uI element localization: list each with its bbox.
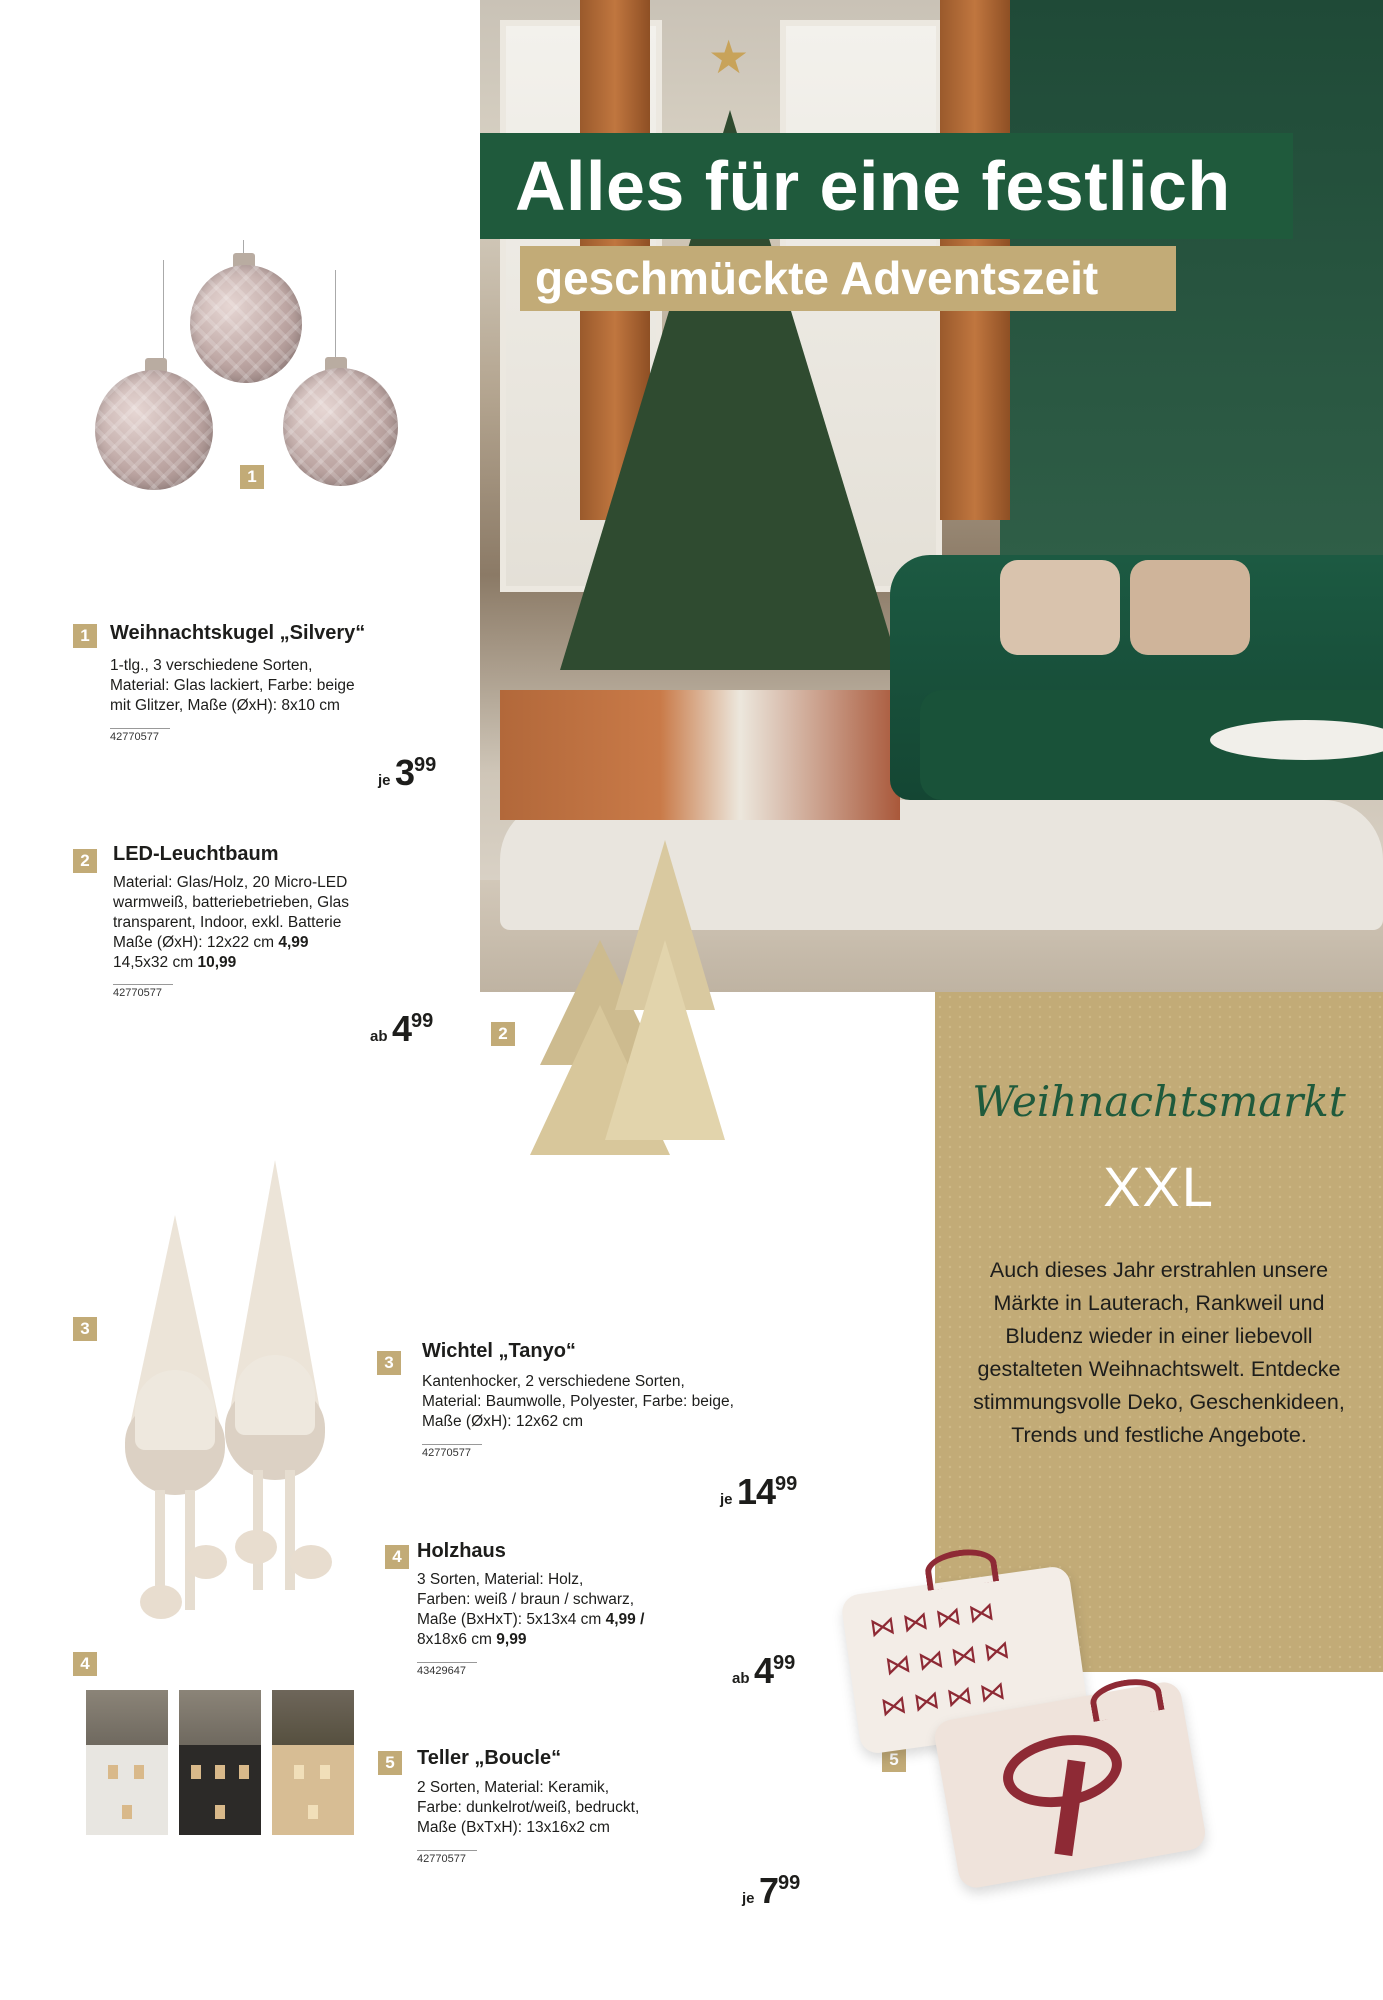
product-title-4: Holzhaus: [417, 1540, 506, 1562]
led-tree-image: [510, 830, 780, 1250]
price-integer: 4: [753, 1650, 773, 1691]
price-prefix: ab: [732, 1670, 750, 1687]
desc-line: Material: Baumwolle, Polyester, Farbe: beige,: [422, 1393, 734, 1410]
desc-line: Maße (BxTxH): 13x16x2 cm: [417, 1819, 610, 1836]
product-desc-1: [110, 656, 410, 716]
desc-line: warmweiß, batteriebetrieben, Glas: [113, 894, 350, 911]
product-badge-5: 5: [882, 1748, 906, 1772]
house-roof: [86, 1690, 168, 1745]
wooden-houses-image: [86, 1690, 356, 1870]
desc-line: mit Glitzer, Maße (ØxH): 8x10 cm: [110, 697, 340, 714]
string: [163, 260, 164, 360]
plates-image: [840, 1550, 1240, 1870]
product-price-5: [742, 1870, 800, 1912]
house-wall: [86, 1745, 168, 1835]
product-badge-2: 2: [491, 1022, 515, 1046]
product-badge-4: 4: [73, 1652, 97, 1676]
house-window: [108, 1765, 118, 1779]
price-decimals: 99: [775, 1473, 798, 1495]
desc-price: 4,99: [278, 934, 309, 951]
house-window: [320, 1765, 330, 1779]
price-decimals: 99: [773, 1652, 796, 1674]
house-window: [308, 1805, 318, 1819]
price-integer: 3: [394, 752, 414, 793]
product-code-5: 42770577: [417, 1850, 477, 1865]
desc-line: 2 Sorten, Material: Keramik,: [417, 1779, 610, 1796]
headline-line-2: geschmückte Adventszeit: [520, 246, 1176, 311]
desc-line: Kantenhocker, 2 verschiedene Sorten,: [422, 1373, 685, 1390]
desc-line: 3 Sorten, Material: Holz,: [417, 1571, 584, 1588]
price-decimals: 99: [414, 754, 437, 776]
gnome-body: [235, 1355, 315, 1435]
string: [335, 270, 336, 365]
product-badge-1: 1: [240, 465, 264, 489]
desc-line: 8x18x6 cm 9,99: [417, 1631, 527, 1648]
product-price-3: [720, 1471, 797, 1513]
house-window: [122, 1805, 132, 1819]
house-window: [215, 1805, 225, 1819]
product-desc-3: [422, 1372, 782, 1432]
led-tree-large: [605, 940, 725, 1140]
bow-icon: ⋈ ⋈ ⋈ ⋈: [867, 1595, 997, 1643]
desc-line: Material: Glas lackiert, Farbe: beige: [110, 677, 355, 694]
house-wall: [272, 1745, 354, 1835]
gnome-foot: [140, 1585, 182, 1619]
market-text: Auch dieses Jahr erstrahlen unsere Märkte in Lauterach, Rankweil und Bludenz wieder in einer liebevoll gestalteten Weihnachtswelt. Entdecke stimmungsvolle Deko, Geschenkideen, Trends und festliche Angebote.: [973, 1258, 1345, 1447]
gnome-foot: [235, 1530, 277, 1564]
house-wood: [272, 1690, 354, 1835]
product-price-1: [378, 752, 436, 794]
bow-icon: ⋈ ⋈ ⋈ ⋈: [878, 1674, 1008, 1723]
house-roof: [179, 1690, 261, 1745]
headline-line-1: Alles für eine festlich: [480, 133, 1293, 239]
product-price-2: [370, 1008, 433, 1050]
product-code-3: 42770577: [422, 1444, 482, 1459]
house-window: [294, 1765, 304, 1779]
product-desc-5: [417, 1778, 717, 1838]
product-title-1: Weihnachtskugel „Silvery“: [110, 622, 366, 644]
product-code-2: 42770577: [113, 984, 173, 999]
house-white: [86, 1690, 168, 1835]
price-decimals: 99: [411, 1010, 434, 1032]
tree-star-icon: ★: [708, 31, 750, 83]
product-desc-2: [113, 873, 423, 973]
product-badge-1: 1: [73, 624, 97, 648]
desc-line: 1-tlg., 3 verschiedene Sorten,: [110, 657, 313, 674]
product-code-1: 42770577: [110, 728, 170, 743]
price-decimals: 99: [778, 1872, 801, 1894]
product-badge-2: 2: [73, 849, 97, 873]
house-window: [191, 1765, 201, 1779]
desc-line: Maße (BxHxT): 5x13x4 cm 4,99 /: [417, 1611, 645, 1628]
product-badge-3: 3: [377, 1351, 401, 1375]
desc-price: 10,99: [197, 954, 237, 971]
pillow: [1130, 560, 1250, 655]
product-badge-3: 3: [73, 1317, 97, 1341]
product-title-2: LED-Leuchtbaum: [113, 843, 279, 865]
price-prefix: je: [742, 1890, 755, 1907]
price-prefix: ab: [370, 1028, 388, 1045]
house-window: [239, 1765, 249, 1779]
bow-icon: ⋈ ⋈ ⋈ ⋈: [882, 1633, 1012, 1682]
ornament-ball: [190, 265, 302, 383]
gift-boxes: [500, 690, 900, 820]
product-desc-4: [417, 1570, 717, 1650]
product-price-4: [732, 1650, 795, 1692]
desc-line: Farbe: dunkelrot/weiß, bedruckt,: [417, 1799, 640, 1816]
pillow: [1000, 560, 1120, 655]
price-integer: 4: [391, 1008, 411, 1049]
product-badge-4: 4: [385, 1545, 409, 1569]
desc-line: Material: Glas/Holz, 20 Micro-LED: [113, 874, 348, 891]
price-integer: 7: [758, 1870, 778, 1911]
gnome-foot: [290, 1545, 332, 1579]
desc-line: Farben: weiß / braun / schwarz,: [417, 1591, 635, 1608]
ornament-ball: [283, 368, 398, 486]
product-code-4: 43429647: [417, 1662, 477, 1677]
ornaments-image: [85, 200, 415, 500]
house-window: [134, 1765, 144, 1779]
market-script-title: Weihnachtsmarkt: [972, 1077, 1346, 1126]
market-xxl: XXL: [1103, 1155, 1215, 1218]
desc-line: Maße (ØxH): 12x62 cm: [422, 1413, 584, 1430]
gnome-foot: [185, 1545, 227, 1579]
desc-line: 14,5x32 cm 10,99: [113, 954, 237, 971]
gnomes-image: [85, 1150, 355, 1610]
house-black: [179, 1690, 261, 1835]
desc-line: transparent, Indoor, exkl. Batterie: [113, 914, 342, 931]
product-badge-5: 5: [378, 1751, 402, 1775]
ornament-ball: [95, 370, 213, 490]
desc-price: 4,99 /: [605, 1611, 645, 1628]
house-roof: [272, 1690, 354, 1745]
price-integer: 14: [736, 1471, 776, 1512]
product-title-5: Teller „Boucle“: [417, 1747, 562, 1769]
product-title-3: Wichtel „Tanyo“: [422, 1340, 576, 1362]
gnome-body: [135, 1370, 215, 1450]
price-prefix: je: [720, 1491, 733, 1508]
house-window: [215, 1765, 225, 1779]
price-prefix: je: [378, 772, 391, 789]
house-wall: [179, 1745, 261, 1835]
desc-line: Maße (ØxH): 12x22 cm 4,99: [113, 934, 309, 951]
desc-price: 9,99: [496, 1631, 527, 1648]
